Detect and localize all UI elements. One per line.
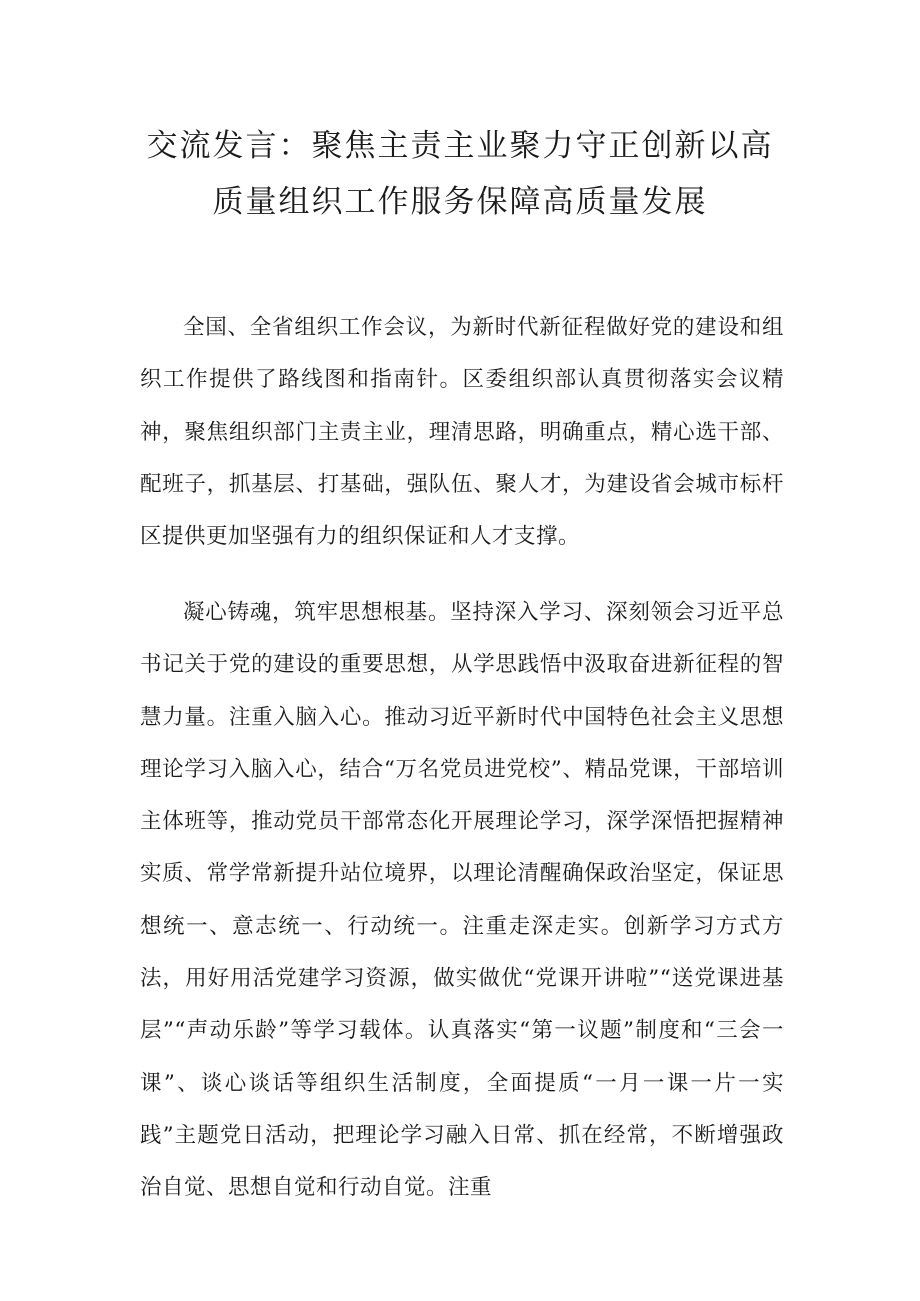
- paragraph-intro: 全国、全省组织工作会议，为新时代新征程做好党的建设和组织工作提供了路线图和指南针。区委组织部认真贯彻落实会议精神，聚焦组织部门主责主业，理清思路，明确重点，精心选干部、配班子，抓基层、打基础，强队伍、聚人才，为建设省会城市标杆区提供更加坚强有力的组织保证和人才支撑。: [140, 315, 784, 550]
- title-line-1: 交流发言：聚焦主责主业聚力守正创新以高: [146, 128, 774, 164]
- paragraph-ideology: 凝心铸魂，筑牢思想根基。坚持深入学习、深刻领会习近平总书记关于党的建设的重要思想，从学思践悟中汲取奋进新征程的智慧力量。注重入脑入心。推动习近平新时代中国特色社会主义思想理论学习入脑入心，结合“万名党员进党校”、精品党课，干部培训主体班等，推动党员干部常态化开展理论学习，深学深悟把握精神实质、常学常新提升站位境界，以理论清醒确保政治坚定，保证思想统一、意志统一、行动统一。注重走深走实。创新学习方式方法，用好用活党建学习资源，做实做优“党课开讲啦”“送党课进基层”“声动乐龄”等学习载体。认真落实“第一议题”制度和“三会一课”、谈心谈话等组织生活制度，全面提质“一月一课一片一实践”主题党日活动，把理论学习融入日常、抓在经常，不断增强政治自觉、思想自觉和行动自觉。注重: [140, 600, 784, 1201]
- title-line-2: 质量组织工作服务保障高质量发展: [212, 184, 708, 220]
- document-title: [120, 118, 800, 230]
